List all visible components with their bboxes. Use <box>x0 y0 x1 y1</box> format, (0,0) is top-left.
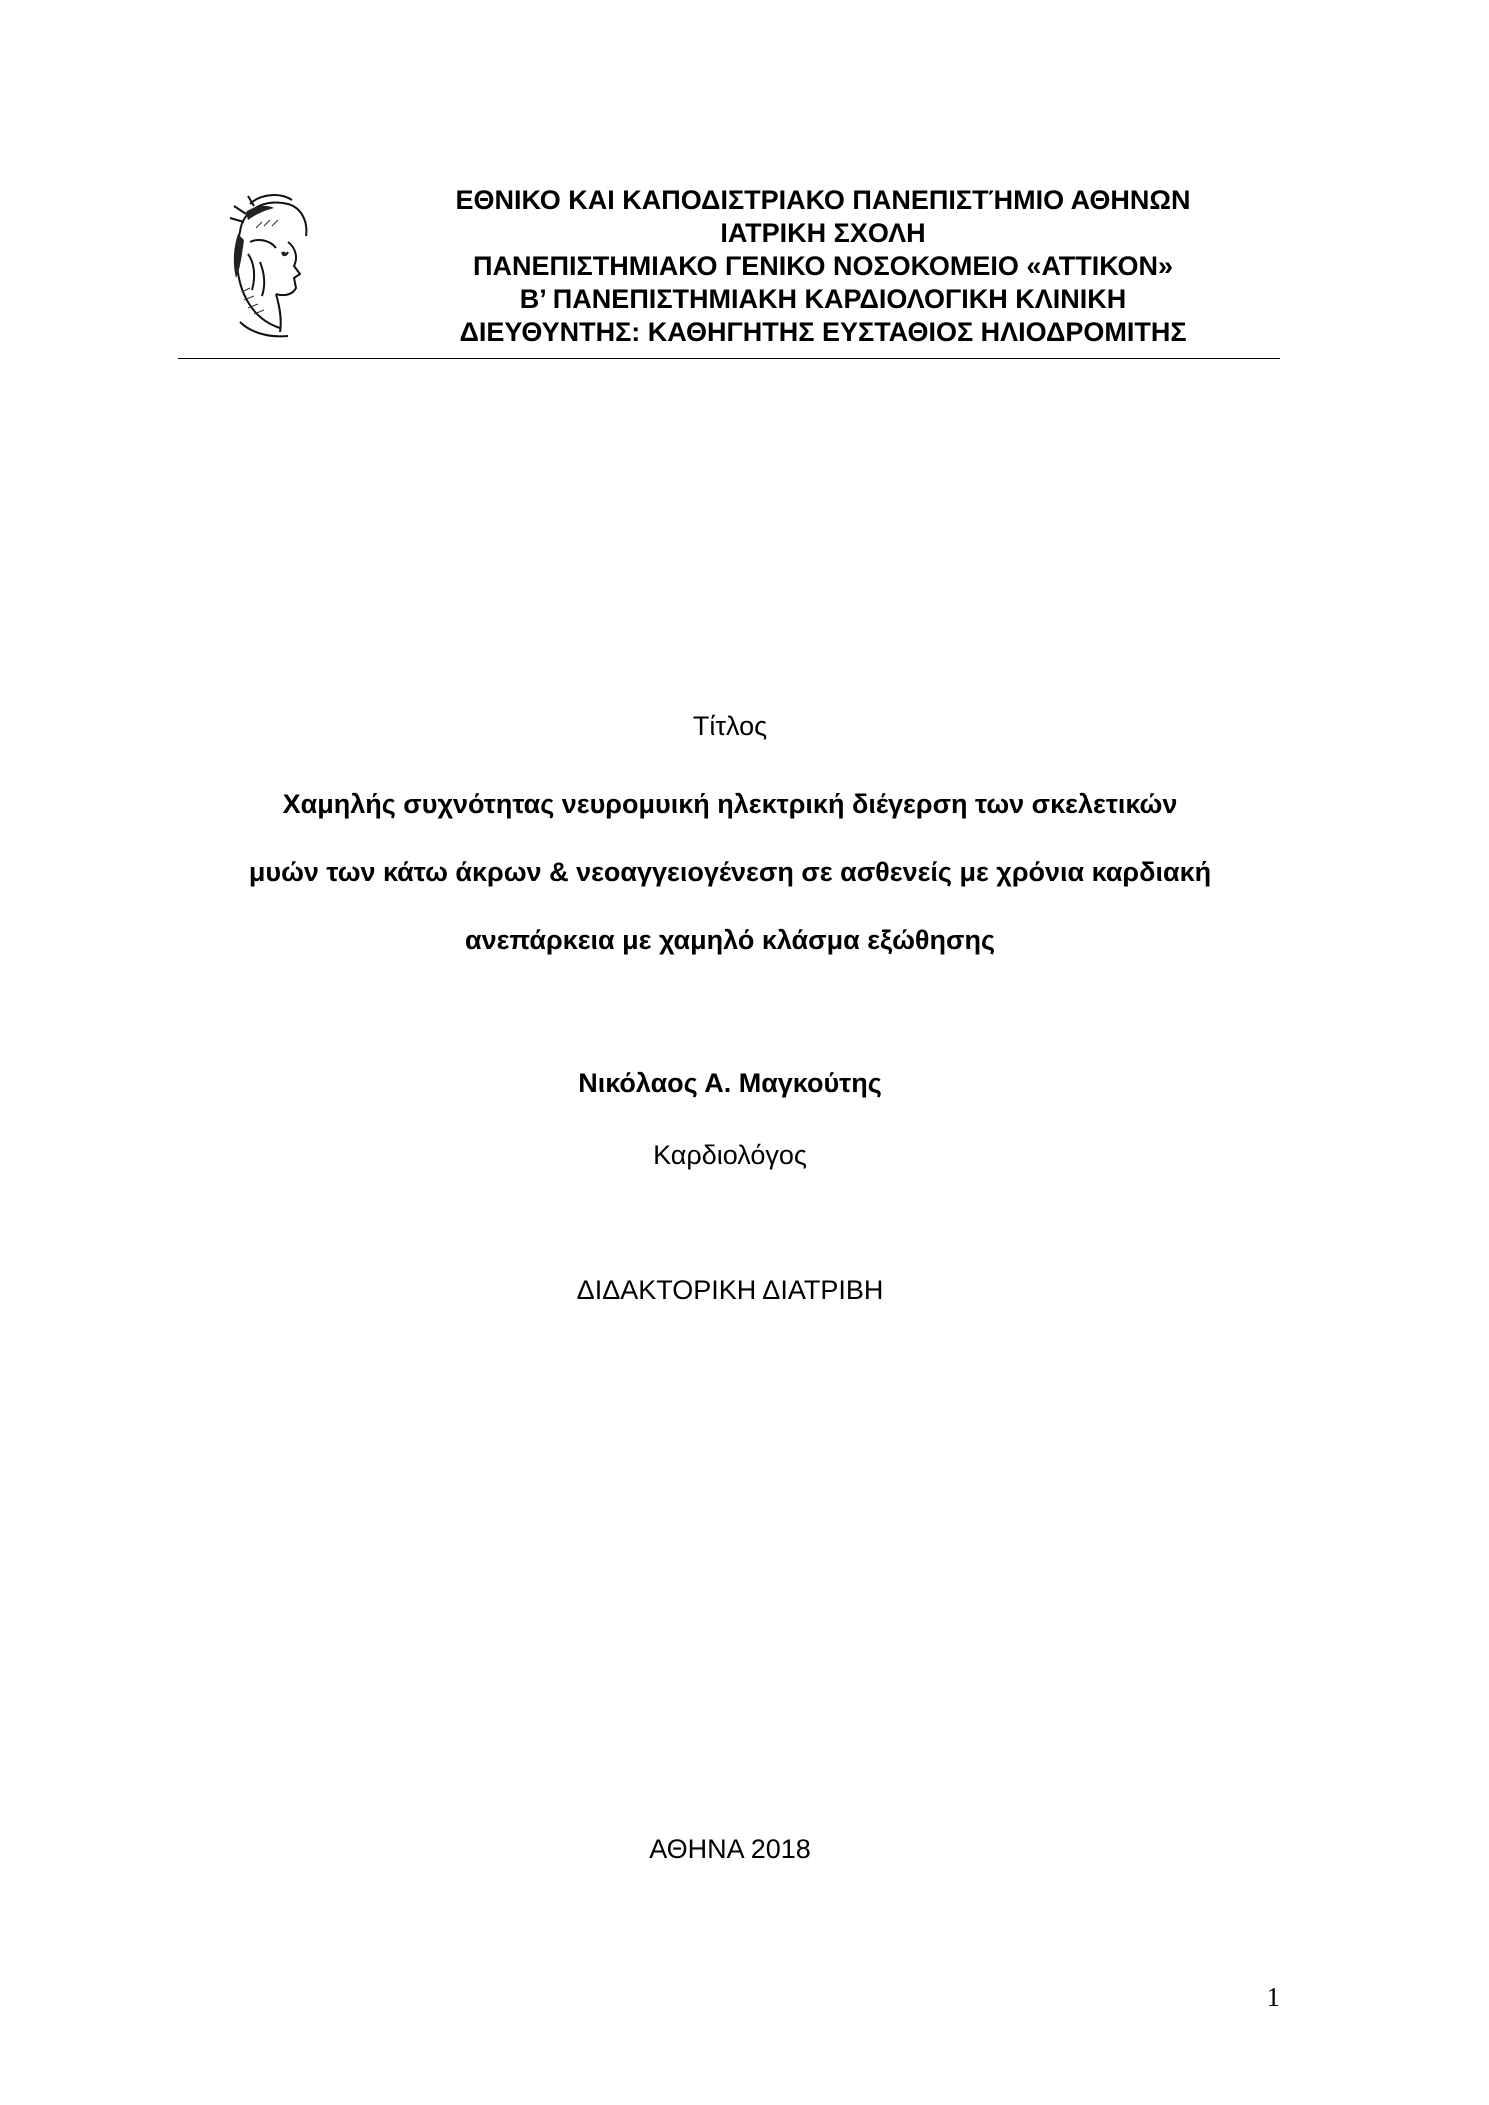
thesis-title <box>140 770 1320 974</box>
title-line: Χαμηλής συχνότητας νευρομυική ηλεκτρική διέγερση των σκελετικών <box>282 789 1178 819</box>
institution-header <box>393 184 1253 349</box>
author-role: Καρδιολόγος <box>653 1140 807 1170</box>
author-name: Νικόλαος Α. Μαγκούτης <box>578 1068 882 1098</box>
clinic-name: Β’ ΠΑΝΕΠΙΣΤΗΜΙΑΚΗ ΚΑΡΔΙΟΛΟΓΙΚΗ ΚΛΙΝΙΚΗ <box>519 284 1127 314</box>
title-label: Τίτλος <box>692 711 768 741</box>
athena-logo-icon <box>210 192 320 342</box>
hospital-name: ΠΑΝΕΠΙΣΤΗΜΙΑΚΟ ΓΕΝΙΚΟ ΝΟΣΟΚΟΜΕΙΟ «ΑΤΤΙΚΟΝ» <box>473 251 1173 281</box>
document-type: ΔΙΔΑΚΤΟΡΙΚΗ ΔΙΑΤΡΙΒΗ <box>576 1275 884 1305</box>
title-line: μυών των κάτω άκρων & νεοαγγειογένεση σε ασθενείς με χρόνια καρδιακή <box>248 857 1212 887</box>
place-year: ΑΘΗΝΑ 2018 <box>649 1834 811 1864</box>
director-line: ΔΙΕΥΘΥΝΤΗΣ: ΚΑΘΗΓΗΤΗΣ ΕΥΣΤΑΘΙΟΣ ΗΛΙΟΔΡΟΜΙΤΗΣ <box>459 317 1187 347</box>
page-number: 1 <box>1266 1982 1280 2012</box>
school-name: ΙΑΤΡΙΚΗ ΣΧΟΛΗ <box>720 218 926 248</box>
title-line: ανεπάρκεια με χαμηλό κλάσμα εξώθησης <box>465 925 995 955</box>
letterhead <box>178 180 1280 359</box>
university-name: ΕΘΝΙΚΟ ΚΑΙ ΚΑΠΟΔΙΣΤΡΙΑΚΟ ΠΑΝΕΠΙΣΤΉΜΙΟ ΑΘΗΝΩΝ <box>455 185 1191 215</box>
